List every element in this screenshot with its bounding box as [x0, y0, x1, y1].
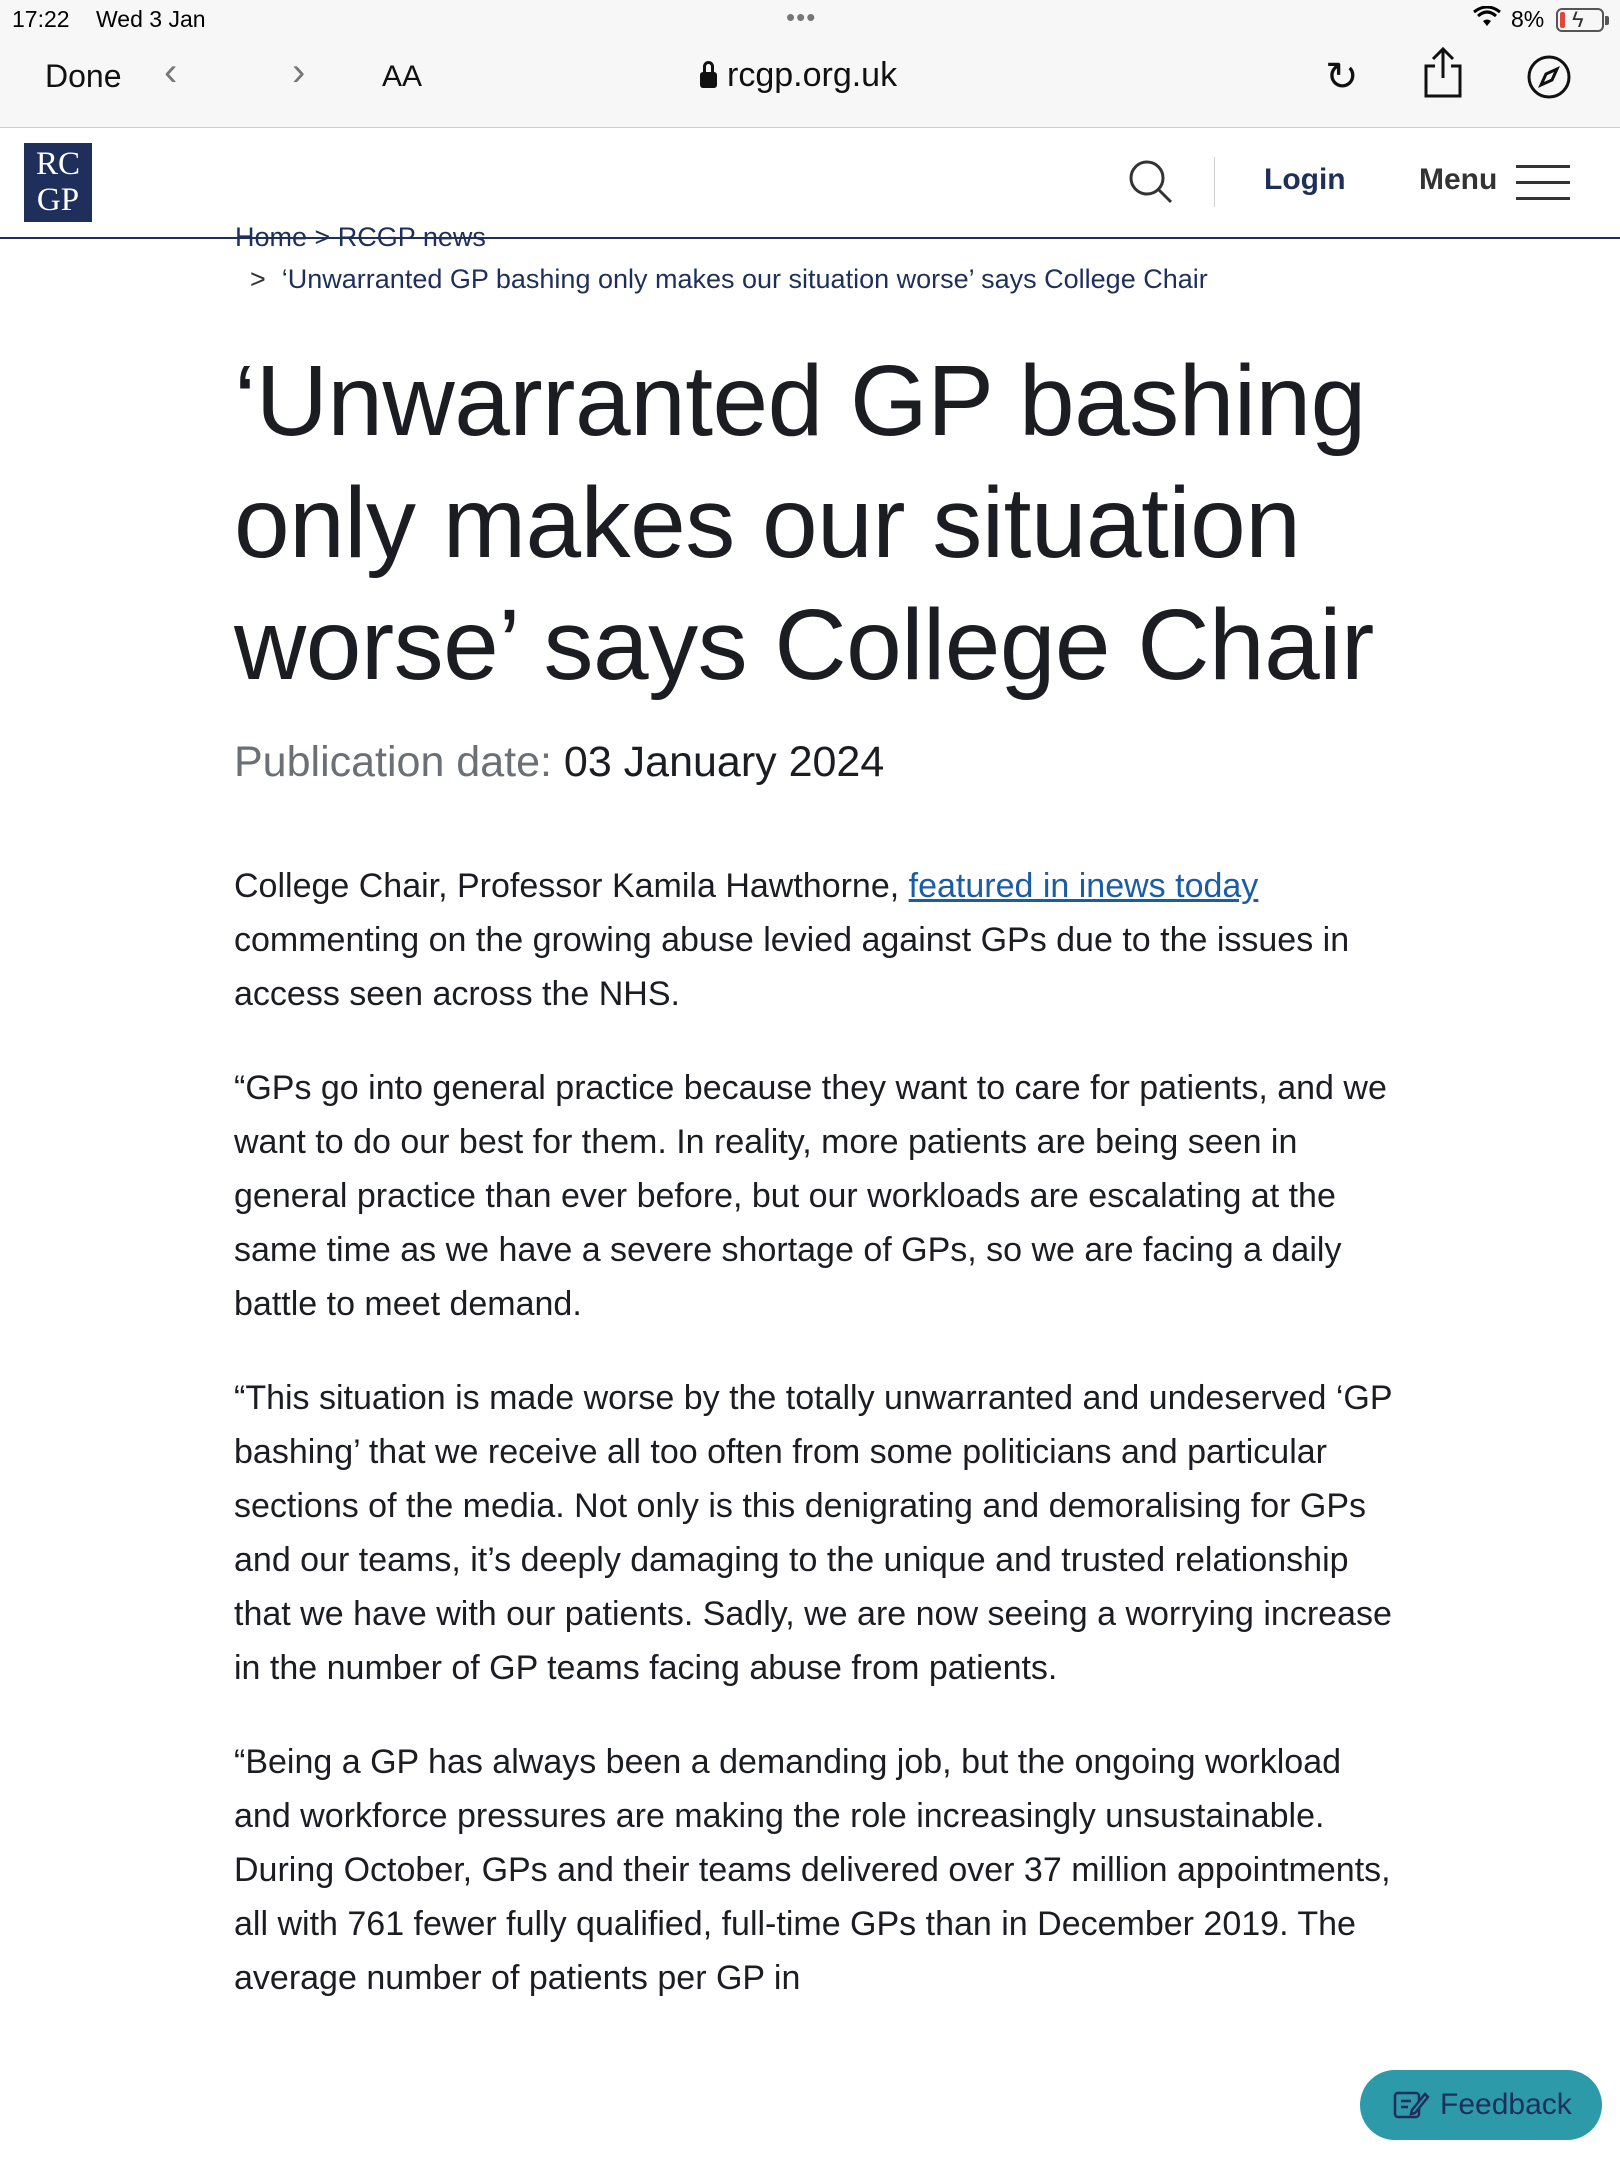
feedback-edit-icon [1392, 2088, 1430, 2132]
url-text: rcgp.org.uk [727, 56, 898, 94]
inews-link[interactable]: featured in inews today [908, 867, 1259, 905]
back-chevron-icon[interactable]: ‹ [164, 50, 178, 94]
feedback-button[interactable] [1360, 2070, 1602, 2140]
lock-icon [700, 72, 717, 88]
logo-line-2: GP [36, 182, 80, 218]
breadcrumb [0, 222, 1620, 301]
intro-text: College Chair, Professor Kamila Hawthorne, [234, 867, 909, 905]
breadcrumb-separator: > [250, 264, 266, 294]
battery-icon: ϟ [1556, 8, 1604, 32]
page-title: ‘Unwarranted GP bashing only makes our situation worse’ says College Chair [234, 345, 1374, 701]
breadcrumb-top-items[interactable]: Home > RCGP news [235, 222, 486, 252]
article-paragraph-4: “Being a GP has always been a demanding job, but the ongoing workload and workforce pressures are making the role increasingly unsustainable. During October, GPs and their teams delivered over 37 million appointments, all with 761 fewer fully qualified, full-time GPs than in December 2019. The average number of patients per GP in [234, 1743, 1391, 1997]
menu-button[interactable]: Menu [1419, 163, 1498, 196]
multitasking-dots-icon[interactable]: ••• [786, 2, 817, 32]
browser-toolbar [0, 40, 1620, 128]
status-time: 17:22 [12, 6, 70, 32]
breadcrumb-current-row [250, 264, 1208, 295]
status-date: Wed 3 Jan [96, 6, 206, 32]
share-icon[interactable] [1421, 46, 1465, 105]
wifi-icon [1472, 6, 1502, 34]
text-size-button[interactable]: AA [382, 60, 423, 93]
article-paragraph-2: “GPs go into general practice because they want to care for patients, and we want to do our best for them. In reality, more patients are being seen in general practice than ever before, but our workloads are escalating at the same time as we have a severe shortage of GPs, so we are facing a daily battle to meet demand. [234, 1069, 1387, 1323]
hamburger-menu-icon[interactable] [1516, 165, 1570, 201]
done-button[interactable]: Done [45, 58, 122, 94]
article-paragraph-3: “This situation is made worse by the totally unwarranted and undeserved ‘GP bashing’ that we receive all too often from some politicians and particular sections of the media. Not only is this denigrating and demoralising for GPs and our teams, it’s deeply damaging to the unique and trusted relationship that we have with our patients. Sadly, we are now seeing a worrying increase in the number of GP teams facing abuse from patients. [234, 1379, 1392, 1687]
search-icon[interactable] [1126, 157, 1176, 207]
address-bar[interactable] [700, 56, 897, 95]
publication-date-label: Publication date: [234, 738, 552, 786]
article-paragraph-1 [234, 859, 1394, 1021]
rcgp-logo[interactable] [24, 143, 92, 222]
battery-percent: 8% [1511, 6, 1545, 32]
article [234, 340, 1394, 2005]
feedback-label: Feedback [1440, 2088, 1572, 2121]
header-divider [1214, 157, 1215, 207]
publication-date [234, 738, 1394, 787]
breadcrumb-current[interactable]: ‘Unwarranted GP bashing only makes our situation worse’ says College Chair [281, 264, 1208, 294]
intro-text-continued: commenting on the growing abuse levied against GPs due to the issues in access seen across the NHS. [234, 921, 1350, 1013]
reload-icon[interactable]: ↻ [1325, 55, 1359, 99]
compass-icon[interactable] [1526, 54, 1572, 105]
logo-line-1: RC [35, 146, 81, 182]
status-bar [0, 0, 1620, 40]
forward-chevron-icon[interactable]: › [292, 50, 306, 94]
login-link[interactable]: Login [1264, 163, 1346, 196]
publication-date-value: 03 January 2024 [563, 738, 885, 786]
